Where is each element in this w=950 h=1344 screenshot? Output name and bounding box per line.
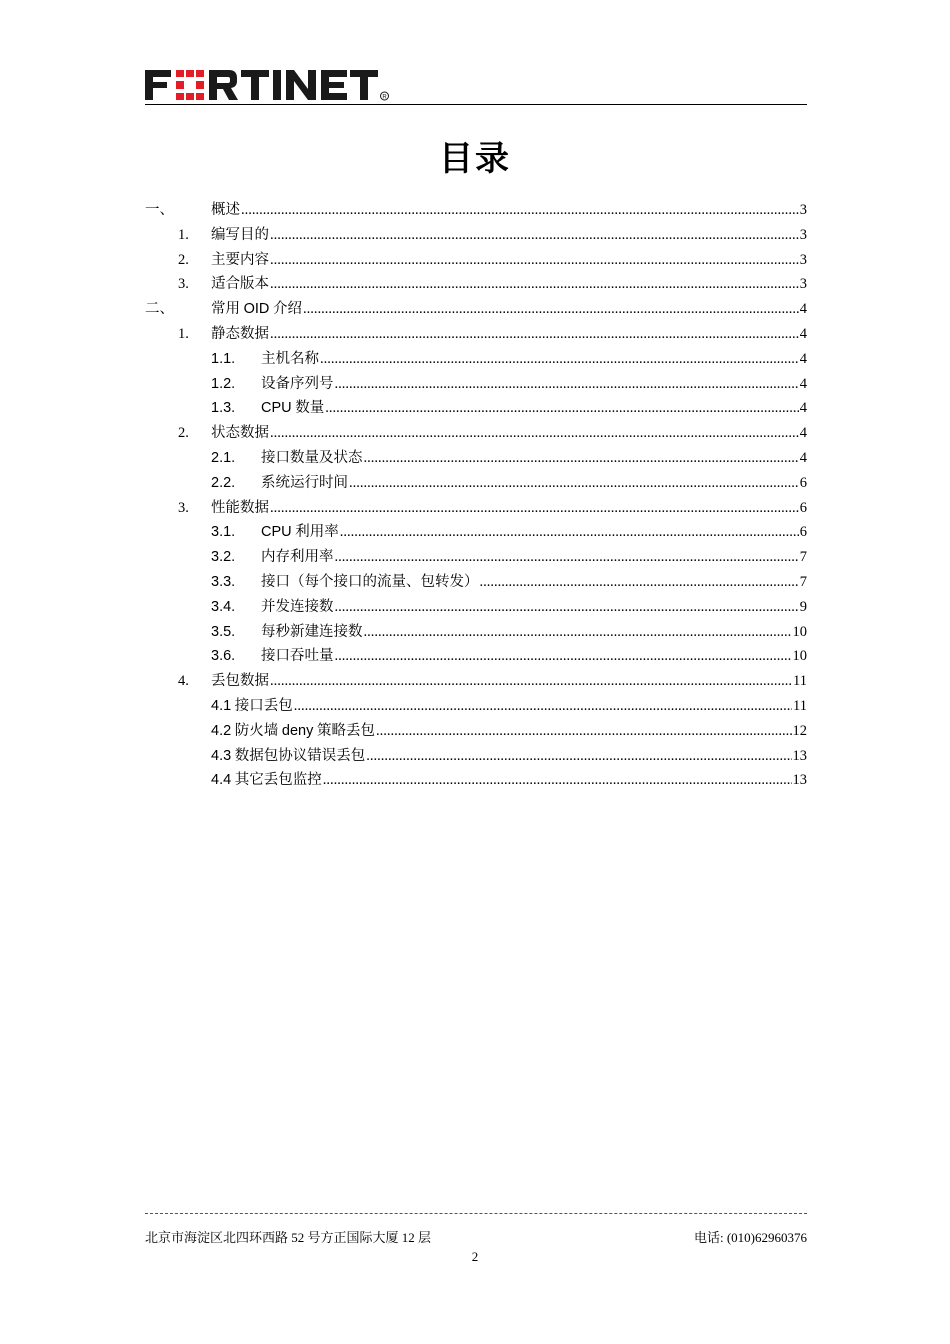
toc-entry[interactable]	[145, 744, 807, 769]
toc-dot-leader	[270, 669, 792, 694]
toc-entry-number: 2.	[178, 251, 189, 268]
toc-entry-page: 3	[799, 226, 807, 243]
footer-divider	[145, 1213, 807, 1214]
toc-entry-page: 10	[792, 648, 807, 665]
toc-entry-label[interactable]: 编写目的	[211, 223, 270, 248]
toc-dot-leader	[366, 744, 791, 769]
toc-entry-page: 7	[799, 573, 807, 590]
toc-entry-label[interactable]: 静态数据	[211, 322, 270, 347]
toc-entry-label[interactable]: 设备序列号	[261, 372, 335, 397]
toc-entry-label[interactable]: 每秒新建连接数	[261, 620, 364, 645]
toc-entry-number: 1.	[178, 325, 189, 342]
toc-dot-leader	[270, 272, 799, 297]
toc-entry-label[interactable]: 接口（每个接口的流量、包转发）	[261, 570, 480, 595]
toc-entry-number: 3.6.	[211, 648, 236, 665]
toc-dot-leader	[376, 719, 792, 744]
toc-entry[interactable]	[145, 471, 807, 496]
toc-title: 目录	[439, 139, 511, 179]
toc-entry-label[interactable]: CPU 利用率	[261, 520, 340, 545]
toc-entry-label[interactable]: 接口数量及状态	[261, 446, 364, 471]
toc-entry-number: 二、	[145, 301, 174, 318]
toc-entry[interactable]	[145, 223, 807, 248]
toc-entry-page: 4	[799, 350, 807, 367]
toc-dot-leader	[270, 248, 799, 273]
toc-entry[interactable]	[145, 719, 807, 744]
toc-entry[interactable]	[145, 396, 807, 421]
toc-entry[interactable]	[145, 669, 807, 694]
toc-entry-label[interactable]: 系统运行时间	[261, 471, 349, 496]
toc-entry-label[interactable]: 主机名称	[261, 347, 320, 372]
toc-dot-leader	[364, 446, 799, 471]
toc-dot-leader	[335, 644, 792, 669]
toc-entry-number: 3.3.	[211, 573, 236, 590]
toc-entry-number: 4.	[178, 673, 189, 690]
toc-entry-number: 3.1.	[211, 524, 236, 541]
toc-entry-page: 6	[799, 499, 807, 516]
fortinet-logo	[145, 68, 390, 102]
toc-entry-number: 1.1.	[211, 350, 236, 367]
toc-dot-leader	[270, 421, 799, 446]
toc-entry-page: 13	[792, 747, 807, 764]
toc-entry-label[interactable]: 4.1 接口丢包	[211, 694, 294, 719]
toc-entry-number: 3.	[178, 276, 189, 293]
toc-entry-page: 6	[799, 524, 807, 541]
toc-dot-leader	[364, 620, 792, 645]
toc-entry[interactable]	[145, 570, 807, 595]
toc-entry[interactable]	[145, 322, 807, 347]
toc-entry-page: 3	[799, 276, 807, 293]
page-number: 2	[471, 1249, 479, 1264]
page-header	[145, 66, 807, 105]
toc-dot-leader	[303, 297, 799, 322]
toc-entry[interactable]	[145, 446, 807, 471]
toc-entry-number: 1.3.	[211, 400, 236, 417]
toc-entry[interactable]	[145, 272, 807, 297]
toc-entry-page: 11	[793, 697, 807, 714]
toc-entry-number: 3.	[178, 499, 189, 516]
toc-entry-label[interactable]: 适合版本	[211, 272, 270, 297]
toc-entry-page: 4	[799, 449, 807, 466]
toc-entry[interactable]	[145, 347, 807, 372]
toc-entry[interactable]	[145, 496, 807, 521]
toc-entry[interactable]	[145, 595, 807, 620]
toc-entry[interactable]	[145, 520, 807, 545]
toc-entry-label[interactable]: 4.2 防火墙 deny 策略丢包	[211, 719, 376, 744]
toc-dot-leader	[335, 595, 799, 620]
toc-entry-label[interactable]: 性能数据	[211, 496, 270, 521]
toc-entry-number: 2.1.	[211, 449, 236, 466]
toc-entry-page: 3	[799, 251, 807, 268]
toc-entry[interactable]	[145, 372, 807, 397]
toc-entry-label[interactable]: 丢包数据	[211, 669, 270, 694]
toc-dot-leader	[270, 223, 799, 248]
toc-entry[interactable]	[145, 297, 807, 322]
toc-entry-page: 13	[792, 772, 807, 789]
toc-entry-page: 4	[799, 375, 807, 392]
toc-dot-leader	[335, 372, 799, 397]
toc-entry-number: 1.2.	[211, 375, 236, 392]
toc-entry[interactable]	[145, 248, 807, 273]
toc-entry-label[interactable]: 4.4 其它丢包监控	[211, 768, 323, 793]
toc-dot-leader	[320, 347, 799, 372]
toc-dot-leader	[480, 570, 799, 595]
toc-entry-page: 10	[792, 623, 807, 640]
toc-dot-leader	[335, 545, 799, 570]
toc-entry-page: 4	[799, 425, 807, 442]
toc-entry[interactable]	[145, 545, 807, 570]
toc-dot-leader	[349, 471, 799, 496]
toc-entry-number: 2.2.	[211, 474, 236, 491]
toc-dot-leader	[325, 396, 799, 421]
toc-entry-page: 4	[799, 325, 807, 342]
toc-entry-label[interactable]: 状态数据	[211, 421, 270, 446]
toc-entry-number: 3.5.	[211, 623, 236, 640]
toc-entry-page: 6	[799, 474, 807, 491]
toc-dot-leader	[270, 496, 799, 521]
svg-text:R: R	[382, 94, 387, 101]
toc-entry-number: 2.	[178, 425, 189, 442]
toc-entry-page: 4	[799, 301, 807, 318]
toc-entry-number: 3.4.	[211, 598, 236, 615]
toc-dot-leader	[270, 322, 799, 347]
toc-entry[interactable]	[145, 198, 807, 223]
toc-entry-number: 一、	[145, 202, 174, 218]
table-of-contents	[145, 198, 807, 793]
toc-entry-page: 3	[799, 202, 807, 218]
toc-dot-leader	[323, 768, 792, 793]
footer-address: 北京市海淀区北四环西路 52 号方正国际大厦 12 层	[145, 1230, 432, 1245]
toc-entry-label[interactable]: 4.3 数据包协议错误丢包	[211, 744, 366, 769]
toc-dot-leader	[294, 694, 792, 719]
toc-entry-label[interactable]: 内存利用率	[261, 545, 335, 570]
toc-entry-label[interactable]: 主要内容	[211, 248, 270, 273]
toc-dot-leader	[340, 520, 799, 545]
toc-entry-label[interactable]: CPU 数量	[261, 396, 325, 421]
toc-entry-page: 7	[799, 549, 807, 566]
toc-entry-page: 11	[793, 673, 807, 690]
toc-entry-page: 9	[799, 598, 807, 615]
toc-entry-number: 1.	[178, 226, 189, 243]
toc-entry-label[interactable]: 概述	[211, 198, 241, 223]
toc-entry[interactable]	[145, 421, 807, 446]
toc-entry-label[interactable]: 常用 OID 介绍	[211, 297, 303, 322]
toc-dot-leader	[241, 198, 799, 223]
toc-entry-label[interactable]: 并发连接数	[261, 595, 335, 620]
toc-entry[interactable]	[145, 768, 807, 793]
footer-phone: 电话: (010)62960376	[693, 1230, 807, 1245]
toc-entry-page: 4	[799, 400, 807, 417]
toc-entry-page: 12	[792, 722, 807, 739]
toc-entry-number: 3.2.	[211, 549, 236, 566]
toc-entry[interactable]	[145, 644, 807, 669]
toc-entry-label[interactable]: 接口吞吐量	[261, 644, 335, 669]
toc-entry[interactable]	[145, 620, 807, 645]
toc-entry[interactable]	[145, 694, 807, 719]
